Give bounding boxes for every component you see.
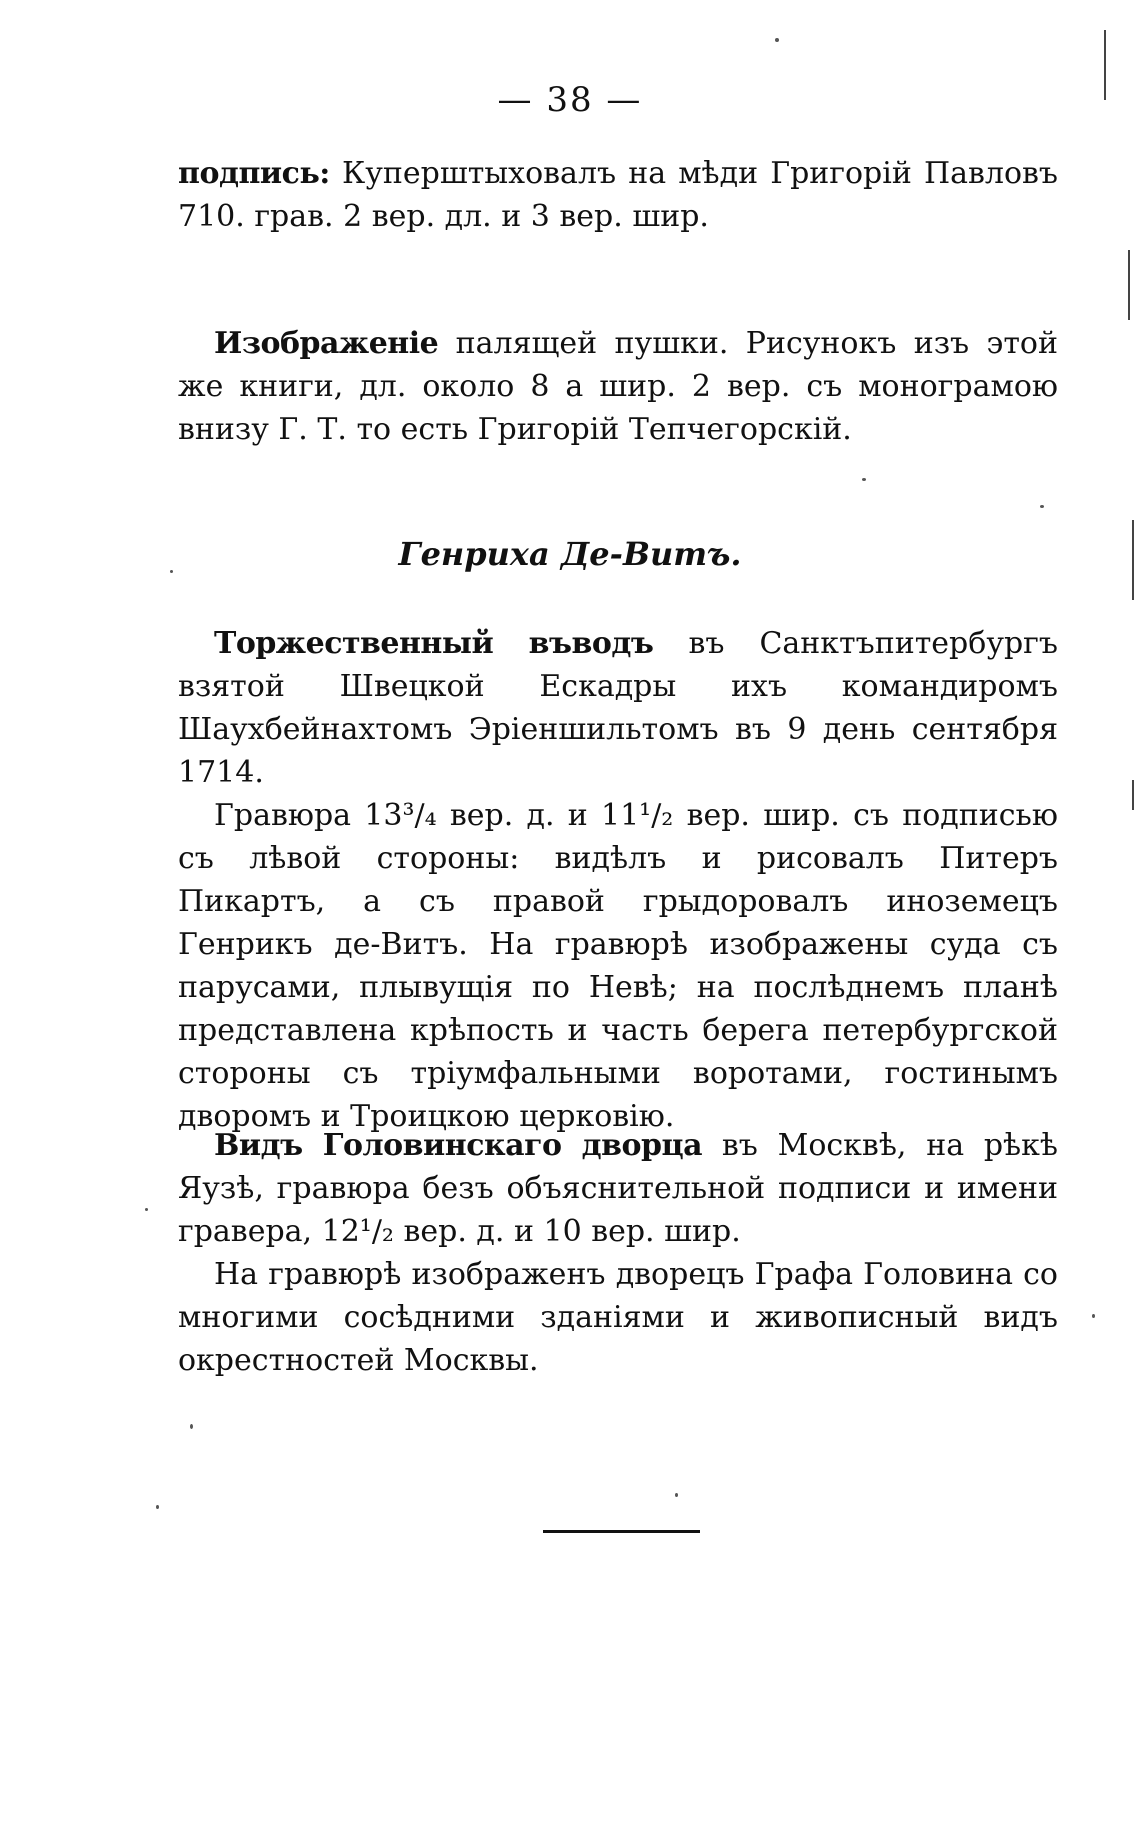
closing-rule [543,1530,700,1533]
entry-lead: подпись: [178,156,330,191]
entry-paragraph [178,322,1058,451]
entry-cannon-image [178,322,1058,451]
scan-edge-mark [1132,520,1134,600]
entry-text: въ Москвѣ, на рѣкѣ Яузѣ, гравюра безъ объяснительной подписи и имени гравера, 12¹/₂ вер. д. и 10 вер. шир. [178,1128,1058,1249]
entry-paragraph [178,1124,1058,1253]
entry-lead: Видъ Головинскаго дворца [214,1128,703,1163]
entry-text: палящей пушки. Рисунокъ изъ этой же книги, дл. около 8 а шир. 2 вер. съ монограмою внизу Г. Т. то есть Григорій Тепчегорскій. [178,326,1058,447]
entry-lead: Изображеніе [214,326,439,361]
scan-speck [156,1505,159,1509]
entry-triumphal-entry [178,622,1058,1138]
section-heading: Генриха Де-Витъ. [398,535,742,573]
entry-golovin-palace [178,1124,1058,1382]
scan-speck [775,38,779,42]
scan-speck [1040,505,1044,508]
scan-speck [170,570,173,573]
scan-edge-mark [1104,30,1106,100]
entry-paragraph [178,152,1058,238]
scan-edge-mark [1128,250,1130,320]
page-number: — 38 — [497,80,643,120]
entry-text: въ Санктъпитербургъ взятой Швецкой Ескадры ихъ командиромъ Шаухбейнахтомъ Эріеншильтомъ въ 9 день сентября 1714. [178,626,1058,790]
entry-engraving-signature [178,152,1058,238]
entry-description: Гравюра 13³/₄ вер. д. и 11¹/₂ вер. шир. съ подписью съ лѣвой стороны: видѣлъ и рисовалъ Питеръ Пикартъ, а съ правой грыдоровалъ иноземецъ Генрикъ де-Витъ. На гравюрѣ изображены суда съ парусами, плывущія по Невѣ; на послѣднемъ планѣ представлена крѣпость и часть берега петербургской стороны съ тріумфальными воротами, гостинымъ дворомъ и Троицкою церковію. [178,798,1058,1134]
scan-speck [1092,1314,1095,1318]
entry-paragraph [178,622,1058,794]
entry-description: На гравюрѣ изображенъ дворецъ Графа Головина со многими сосѣдними зданіями и живописный видъ окрестностей Москвы. [178,1257,1058,1378]
scan-speck [862,478,866,481]
entry-text: Куперштыховалъ на мѣди Григорій Павловъ 710. грав. 2 вер. дл. и 3 вер. шир. [178,156,1058,234]
scan-speck [190,1424,193,1429]
entry-lead: Торжественный въводъ [214,626,654,661]
scan-speck [145,1208,148,1211]
scan-edge-mark [1132,780,1134,810]
scan-speck [675,1493,678,1497]
